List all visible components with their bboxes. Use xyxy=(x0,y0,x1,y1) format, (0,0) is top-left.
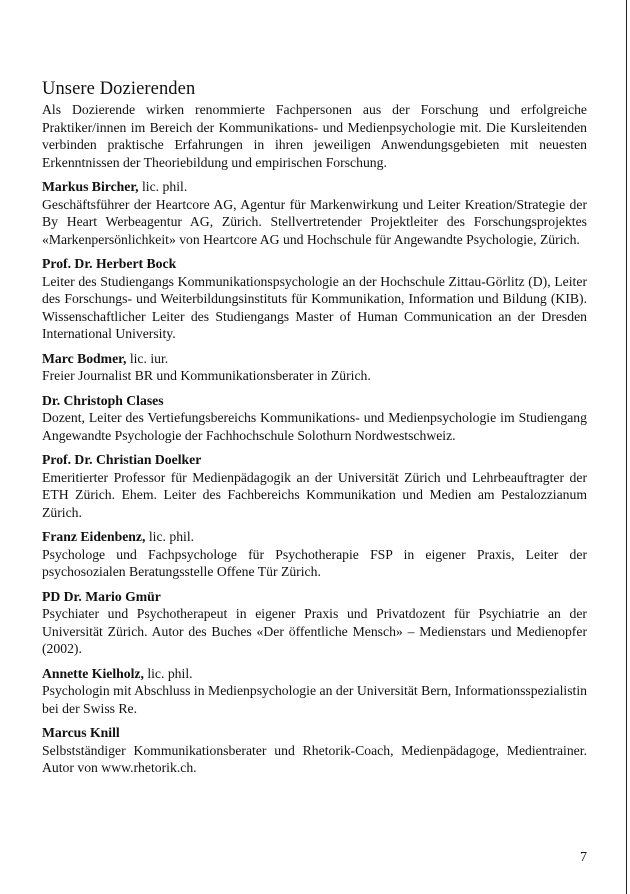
intro-paragraph: Als Dozierende wirken renommierte Fachpersonen aus der Forschung und erfolgreiche Praktiker/innen im Bereich der Kommunikations- und Medienpsychologie mit. Die Kursleitenden verbinden praktische Erfahrungen in ihren jeweiligen Anwendungsgebieten mit neuesten Erkenntnissen der Theoriebildung und empirischen Forschung. xyxy=(42,102,587,170)
lecturer-name-line xyxy=(42,528,587,546)
lecturer-name: Marc Bodmer, xyxy=(42,350,127,366)
lecturer-description: Psychologe und Fachpsychologe für Psychotherapie FSP in eigener Praxis, Leiter der psychosozialen Beratungsstelle Offene Tür Zürich. xyxy=(42,546,587,579)
lecturer-entry xyxy=(42,392,587,445)
lecturer-name-line xyxy=(42,588,587,606)
lecturer-name: Prof. Dr. Christian Doelker xyxy=(42,452,202,467)
lecturer-description: Selbstständiger Kommunikationsberater und Rhetorik-Coach, Medienpädagoge, Medientrainer. Autor von www.rhetorik.ch. xyxy=(42,742,587,775)
lecturer-entry xyxy=(42,178,587,248)
lecturer-name-line xyxy=(42,724,587,742)
lecturer-title: lic. iur. xyxy=(126,350,169,366)
lecturer-entry xyxy=(42,451,587,521)
lecturer-description: Geschäftsführer der Heartcore AG, Agentur für Markenwirkung und Leiter Kreation/Strategie der By Heart Werbeagentur AG, Zürich. Stellvertretender Projektleiter des Forschungsprojektes «Markenpersönlichkeit» von Heartcore AG und Hochschule für Angewandte Psychologie, Zürich. xyxy=(42,196,587,247)
lecturer-name-line xyxy=(42,392,587,410)
lecturer-name: PD Dr. Mario Gmür xyxy=(42,588,161,604)
lecturer-entry xyxy=(42,528,587,581)
lecturer-description: Leiter des Studiengangs Kommunikationspsychologie an der Hochschule Zittau-Görlitz (D), Leiter des Forschungs- und Weiterbildungsinstituts für Kommunikation, Information und Bildung (KIB). Wissenschaftlicher Leiter des Studiengangs Master of Human Communication an der Dresden International University. xyxy=(42,273,587,341)
lecturer-entry xyxy=(42,255,587,343)
lecturer-name-line xyxy=(42,255,587,273)
lecturer-description: Dozent, Leiter des Vertiefungsbereichs Kommunikations- und Medienpsychologie im Studiengang Angewandte Psychologie der Fachhochschule Solothurn Nordwestschweiz. xyxy=(42,410,587,443)
lecturer-name: Dr. Christoph Clases xyxy=(42,392,164,408)
lecturer-name-line xyxy=(42,178,587,196)
lecturer-description: Psychologin mit Abschluss in Medienpsychologie an der Universität Bern, Informationsspezialistin bei der Swiss Re. xyxy=(42,683,587,716)
lecturer-name: Annette Kielholz, xyxy=(42,665,144,681)
lecturer-name-line xyxy=(42,350,587,368)
lecturer-name-line xyxy=(42,665,587,683)
content-column xyxy=(42,78,587,784)
lecturer-title: lic. phil. xyxy=(143,665,193,681)
lecturer-name-line xyxy=(42,451,587,469)
lecturer-name: Markus Bircher, xyxy=(42,179,139,194)
lecturer-name: Prof. Dr. Herbert Bock xyxy=(42,256,177,271)
lecturer-entry xyxy=(42,350,587,385)
lecturer-entry xyxy=(42,724,587,777)
lecturer-description: Emeritierter Professor für Medienpädagogik an der Universität Zürich und Lehrbeauftragter der ETH Zürich. Ehem. Leiter des Fachbereichs Kommunikation und Medien am Pestalozzianum Zürich. xyxy=(42,469,587,520)
lecturer-title: lic. phil. xyxy=(145,529,195,544)
lecturer-name: Marcus Knill xyxy=(42,725,120,740)
lecturer-entry xyxy=(42,588,587,658)
lecturer-title: lic. phil. xyxy=(138,179,188,194)
lecturer-name: Franz Eidenbenz, xyxy=(42,529,146,544)
lecturer-description: Freier Journalist BR und Kommunikationsberater in Zürich. xyxy=(42,368,371,383)
section-heading: Unsere Dozierenden xyxy=(42,79,196,99)
page-edge-rule xyxy=(626,0,627,894)
lecturer-description: Psychiater und Psychotherapeut in eigener Praxis und Privatdozent für Psychiatrie an der Universität Zürich. Autor des Buches «Der öffentliche Mensch» – Medienstars und Medienopfer (2002). xyxy=(42,606,587,656)
page-number: 7 xyxy=(580,850,587,865)
lecturer-entry xyxy=(42,665,587,718)
